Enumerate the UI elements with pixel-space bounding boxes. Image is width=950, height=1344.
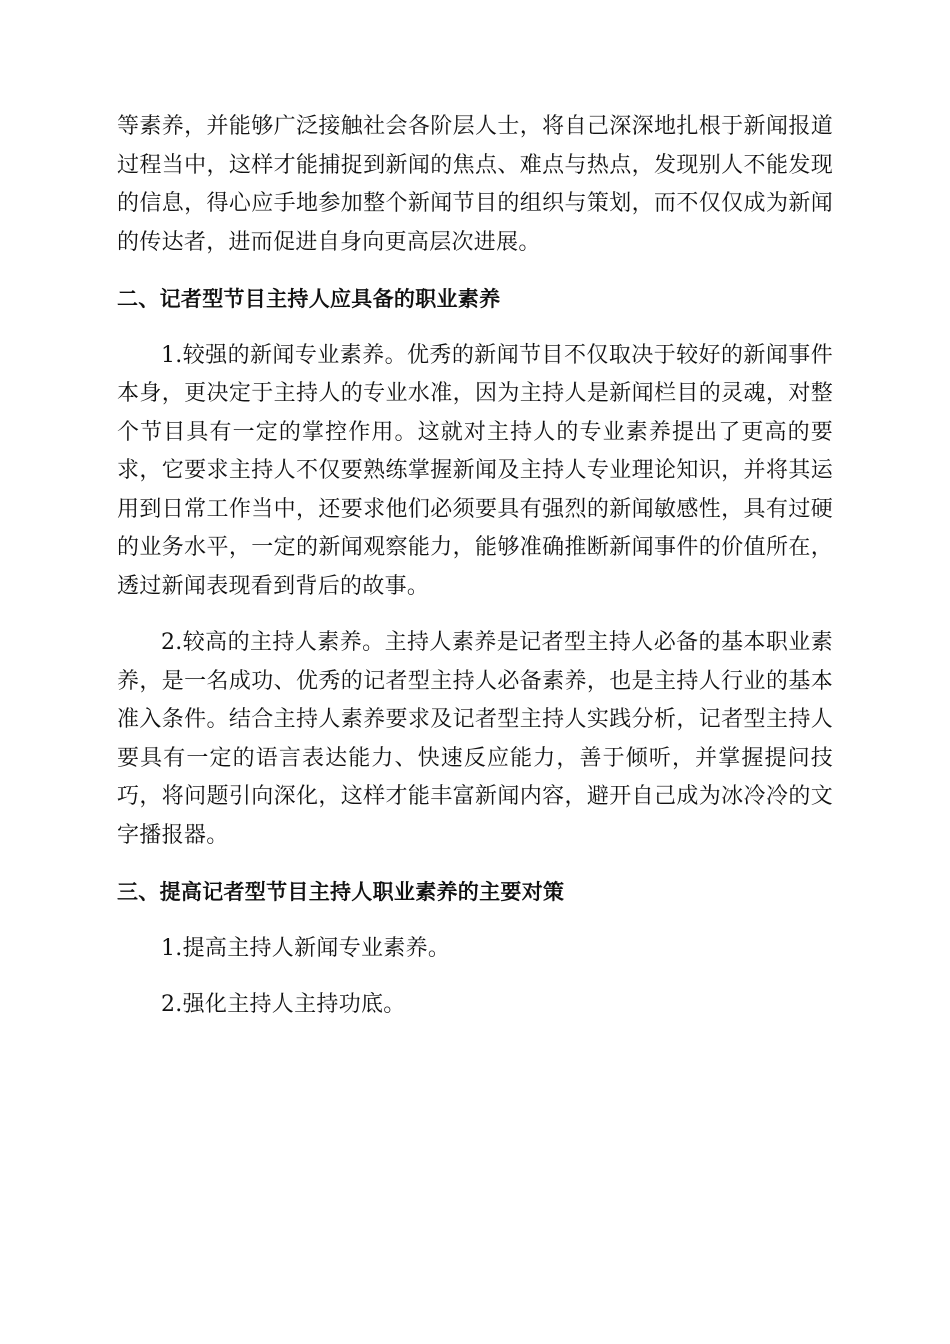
paragraph-continuation: 等素养，并能够广泛接触社会各阶层人士，将自己深深地扎根于新闻报道过程当中，这样才能捕捉到新闻的焦点、难点与热点，发现别人不能发现的信息，得心应手地参加整个新闻节目的组织与策划，而不仅仅成为新闻的传达者，进而促进自身向更高层次进展。 (117, 114, 833, 255)
section-heading-2: 二、记者型节目主持人应具备的职业素养 (117, 287, 501, 311)
document-body (117, 108, 833, 1043)
section2-item-1: 1.较强的新闻专业素养。优秀的新闻节目不仅取决于较好的新闻事件本身，更决定于主持人的专业水准，因为主持人是新闻栏目的灵魂，对整个节目具有一定的掌控作用。这就对主持人的专业素养提出了更高的要求，它要求主持人不仅要熟练掌握新闻及主持人专业理论知识，并将其运用到日常工作当中，还要求他们必须要具有强烈的新闻敏感性，具有过硬的业务水平，一定的新闻观察能力，能够准确推断新闻事件的价值所在，透过新闻表现看到背后的故事。 (117, 342, 833, 599)
section3-item-2: 2.强化主持人主持功底。 (161, 992, 406, 1017)
section2-item-2: 2.较高的主持人素养。主持人素养是记者型主持人必备的基本职业素养，是一名成功、优秀的记者型主持人必备素养，也是主持人行业的基本准入条件。结合主持人素养要求及记者型主持人实践分析，记者型主持人要具有一定的语言表达能力、快速反应能力，善于倾听，并掌握提问技巧，将问题引向深化，这样才能丰富新闻内容，避开自己成为冰冷冷的文字播报器。 (117, 630, 833, 848)
section3-item-1: 1.提高主持人新闻专业素养。 (161, 935, 451, 961)
section-heading-3: 三、提高记者型节目主持人职业素养的主要对策 (117, 880, 565, 904)
